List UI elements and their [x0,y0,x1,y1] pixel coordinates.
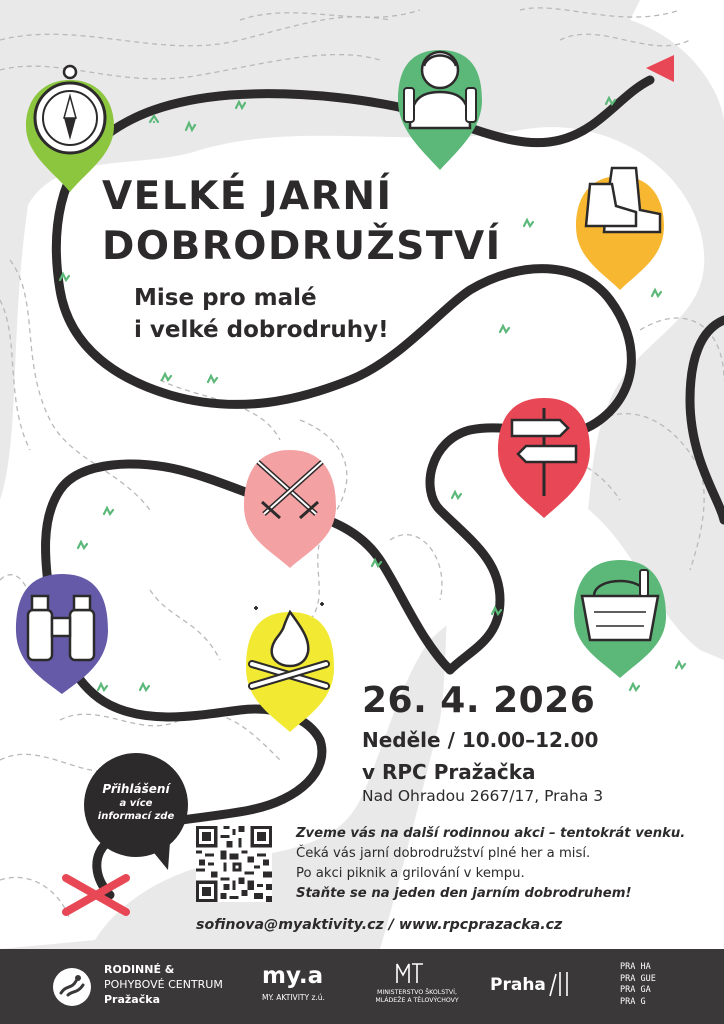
event-description [296,824,716,904]
pg-row-1: PRA HA [620,962,651,972]
pg-row-2: PRA GUE [620,973,656,984]
signup-bubble-text[interactable] [88,782,184,823]
bubble-line-3: informací zde [97,811,175,822]
poster-title [102,172,502,272]
info-line-2: Čeká vás jarní dobrodružství plné her a misí. [296,846,591,861]
rpc-logo-icon [52,967,92,1007]
event-address: Nad Ohradou 2667/17, Praha 3 [362,787,604,805]
msmt-line-1: MINISTERSTVO ŠKOLSTVÍ, [377,989,457,996]
praha-logo-bars [546,970,572,998]
msmt-logo-text [374,989,460,1004]
pg-row-3: PRA GA [620,985,651,995]
subtitle-line-1: Mise pro malé [134,285,317,311]
footer-logos [0,949,724,1024]
event-venue: v RPC Pražačka [362,760,536,784]
info-line-3: Po akci piknik a grilování v kempu. [296,866,525,881]
msmt-logo-icon [395,961,425,985]
poster-subtitle [134,282,389,346]
bubble-line-1: Přihlášení [102,782,170,796]
qr-code[interactable] [196,826,272,902]
rpc-logo-line-2: POHYBOVÉ CENTRUM [104,978,223,991]
title-line-2: DOBRODRUŽSTVÍ [102,224,502,269]
praha-logo: Praha [490,975,546,995]
contact-links[interactable]: sofinova@myaktivity.cz / www.rpcprazacka.cz [196,917,563,933]
prague-logo [620,962,660,1008]
event-day-time: Neděle / 10.00–12.00 [362,728,599,752]
my-aktivity-logo: my.a [262,963,324,989]
info-line-1: Zveme vás na další rodinnou akci – tentokrát venku. [296,826,686,841]
rpc-logo-line-3: Pražačka [104,993,160,1006]
my-aktivity-subtitle: MY. AKTIVITY z.ú. [262,993,325,1002]
title-line-1: VELKÉ JARNÍ [102,174,393,219]
msmt-line-2: MLÁDEŽE A TĚLOVÝCHOVY [375,996,459,1004]
pg-row-4: PRA G [620,996,646,1007]
info-line-4: Staňte se na jeden den jarním dobrodruhem! [296,886,632,901]
bubble-line-2: a více [119,798,153,809]
subtitle-line-2: i velké dobrodruhy! [134,317,389,343]
rpc-logo-line-1: RODINNÉ & [104,963,175,976]
event-date: 26. 4. 2026 [362,680,596,721]
